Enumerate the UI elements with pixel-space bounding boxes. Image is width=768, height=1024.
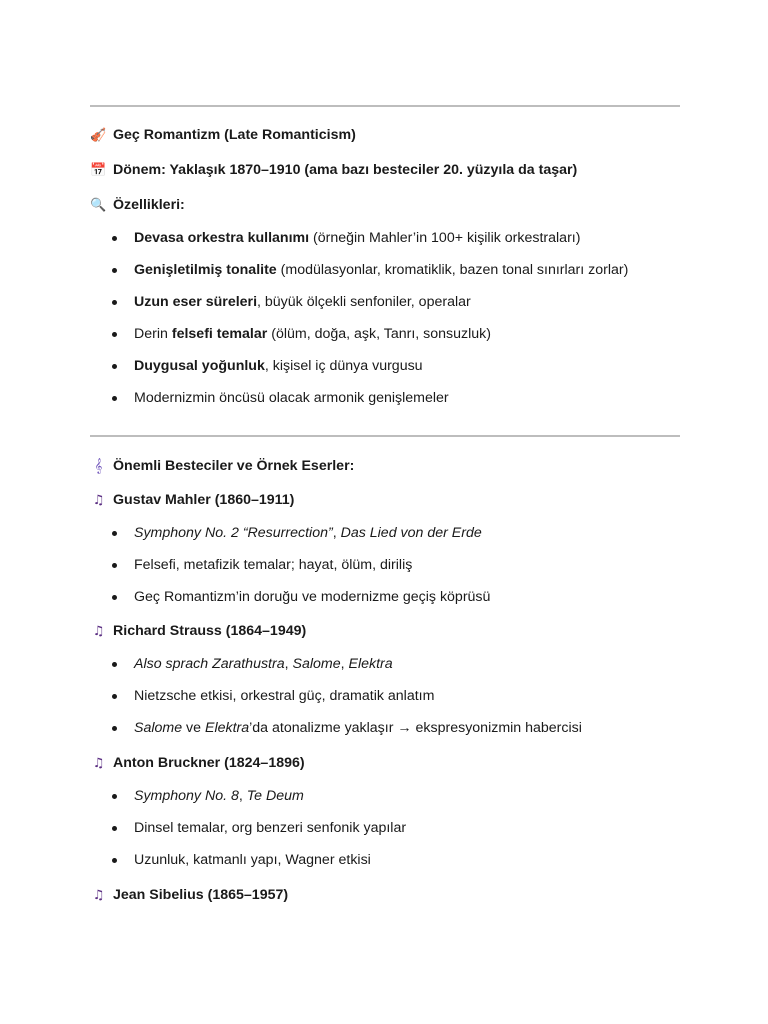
composer-heading: ♫ Richard Strauss (1864–1949)	[90, 620, 306, 642]
composer-heading: ♫ Anton Bruckner (1824–1896)	[90, 752, 305, 774]
section-heading: 𝄞 Önemli Besteciler ve Örnek Eserler:	[90, 455, 354, 477]
period-line: 📅 Dönem: Yaklaşık 1870–1910 (ama bazı besteciler 20. yüzyıla da taşar)	[90, 162, 578, 178]
horizontal-rule	[90, 435, 680, 437]
calendar-icon: 📅	[90, 162, 107, 178]
musical-notes-icon: ♫	[92, 623, 105, 639]
section-heading: 🎻 Geç Romantizm (Late Romanticism)	[90, 127, 356, 143]
magnifier-icon: 🔍	[90, 197, 107, 213]
horizontal-rule	[90, 105, 680, 107]
musical-notes-icon: ♫	[92, 492, 105, 508]
composer-heading: ♫ Jean Sibelius (1865–1957)	[90, 884, 288, 906]
musical-score-icon: 𝄞	[94, 458, 103, 474]
composer-heading: ♫ Gustav Mahler (1860–1911)	[90, 489, 294, 511]
violin-icon: 🎻	[90, 127, 107, 143]
musical-notes-icon: ♫	[92, 755, 105, 771]
musical-notes-icon: ♫	[92, 887, 105, 903]
features-label: 🔍 Özellikleri:	[90, 197, 185, 213]
